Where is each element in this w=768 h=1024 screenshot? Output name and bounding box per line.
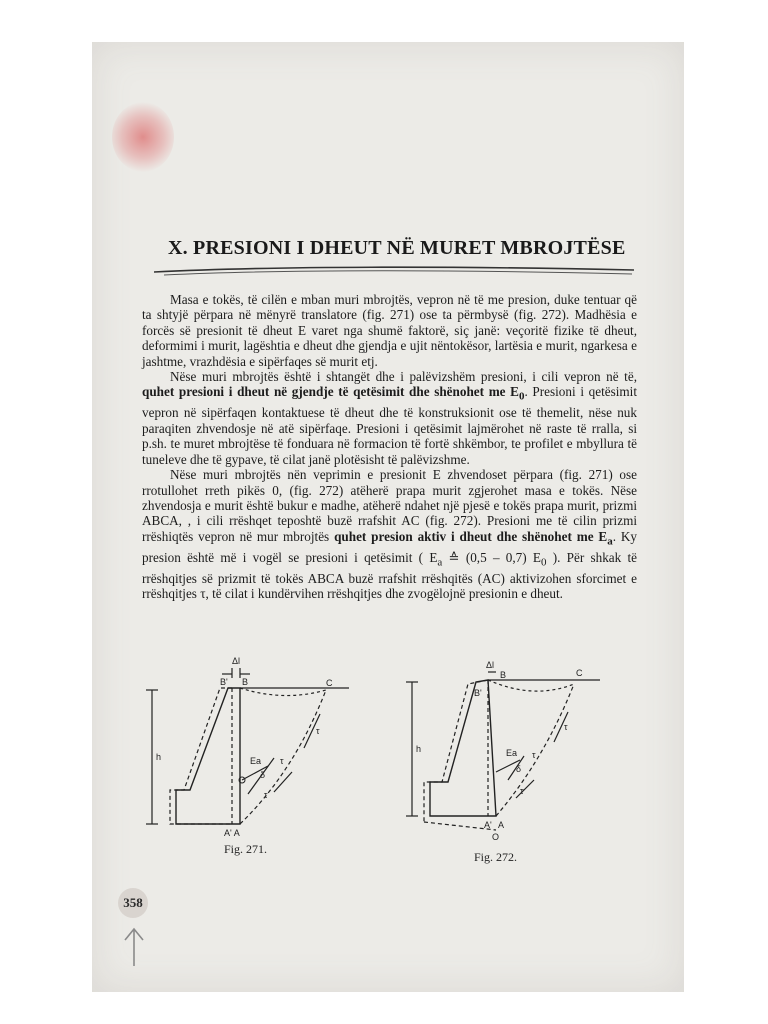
label-h: h: [156, 752, 162, 762]
arrow-up-icon: [122, 926, 146, 968]
label-a-prime-a: A' A: [224, 828, 240, 838]
label-b-prime: B': [220, 677, 228, 687]
label-b-prime: B': [474, 688, 482, 698]
label-b: B: [242, 677, 249, 687]
paragraph-3: Nëse muri mbrojtës nën veprimin e presionit E zhvendoset përpara (fig. 271) ose rrotullohet rreth pikës 0, (fig. 272) atëherë prapa murit zgjerohet masa e tokës. Nëse zhvendosja e murit është bukur e madhe, atëherë ndahet një pjesë e tokës prapa murit, prizmi ABCA, , i cili rrëshqet teposhtë buzë rrafshit AC (fig. 272). Presioni me të cilin prizmi rrëshiqtës vepron në mur mbrojtës quhet presion aktiv i dheut dhe shënohet me $E_a$. Ky presion është më i vogël se presioni i qetësimit ( $E_a$ ≙ (0,5 – 0,7) $E_0$ ). Për shkak të rrëshqitjes së prizmit të tokës ABCA buzë rrafshit rrëshqitës (AC) aktivizohen sforcimet e rrëshqitjes τ, të cilat i kundërvihen rrëshqitjes dhe zvogëlojnë presionin e dheut.: [142, 467, 638, 602]
book-page: [92, 42, 684, 992]
paragraph-2: Nëse muri mbrojtës është i shtangët dhe i palëvizshëm presioni, i cili vepron në të, quhet presioni i dheut në gjendje të qetësimit dhe shënohet me $E_0$. Presioni i qetësimit vepron në sipërfaqen kontaktuese të dheut dhe të konstruksionit ose të themelit, nëse nuk paraqiten zhvendosje në atë sipërfaqe. Presioni i qetësimit lajmërohet në raste të rralla, si p.sh. te muret mbrojtëse të fonduara në formacion të fortë shkëmbor, te profilet e mbyllura të tuneleve dhe të gypave, të cilat janë plotësisht të palëvizshme.: [142, 369, 637, 467]
label-tau-2: τ: [532, 750, 536, 760]
label-tau-3: τ: [264, 790, 268, 800]
label-tau-1: τ: [564, 722, 568, 732]
figure-271-diagram: [144, 652, 356, 842]
label-ea: Ea: [250, 756, 262, 766]
label-ea: Ea: [506, 748, 518, 758]
label-o: O: [492, 832, 500, 842]
figure-272-caption: Fig. 272.: [474, 850, 518, 864]
title-underline: [154, 264, 634, 280]
label-tau-3: τ: [520, 786, 524, 796]
label-h: h: [416, 744, 422, 754]
figure-271-caption: Fig. 271.: [224, 842, 268, 856]
figure-272-diagram: [404, 660, 604, 860]
paragraph-1: Masa e tokës, të cilën e mban muri mbrojtës, vepron në të me presion, duke tentuar që ta shtyjë përpara në mënyrë translatore (fig. 271) ose ta përmbysë (fig. 272). Madhësia e forcës së presionit të dheut E varet nga shumë faktorë, siç janë: veçoritë fizike të dheut, deformimi i murit, lagështia e dheut dhe gjendja e ujit nëntokësor, lartësia e murit, ngarkesa e jashtme, vrazhdësia e sipërfaqes së murit etj.: [142, 292, 637, 369]
label-delta: δ: [516, 764, 522, 774]
label-delta-l: Δl: [486, 660, 495, 670]
ink-stain: [112, 102, 174, 172]
body-text: [142, 292, 637, 602]
label-c: C: [576, 668, 583, 678]
label-b: B: [500, 670, 507, 680]
label-c: C: [326, 678, 333, 688]
label-delta-l: Δl: [232, 656, 241, 666]
page-number: 358: [118, 888, 148, 918]
label-a: A: [498, 820, 505, 830]
label-tau-2: τ: [280, 756, 284, 766]
label-delta: δ: [260, 770, 266, 780]
label-a-prime: A': [484, 820, 492, 830]
section-title: X. PRESIONI I DHEUT NË MURET MBROJTËSE: [168, 237, 626, 259]
label-tau-1: τ: [316, 726, 320, 736]
